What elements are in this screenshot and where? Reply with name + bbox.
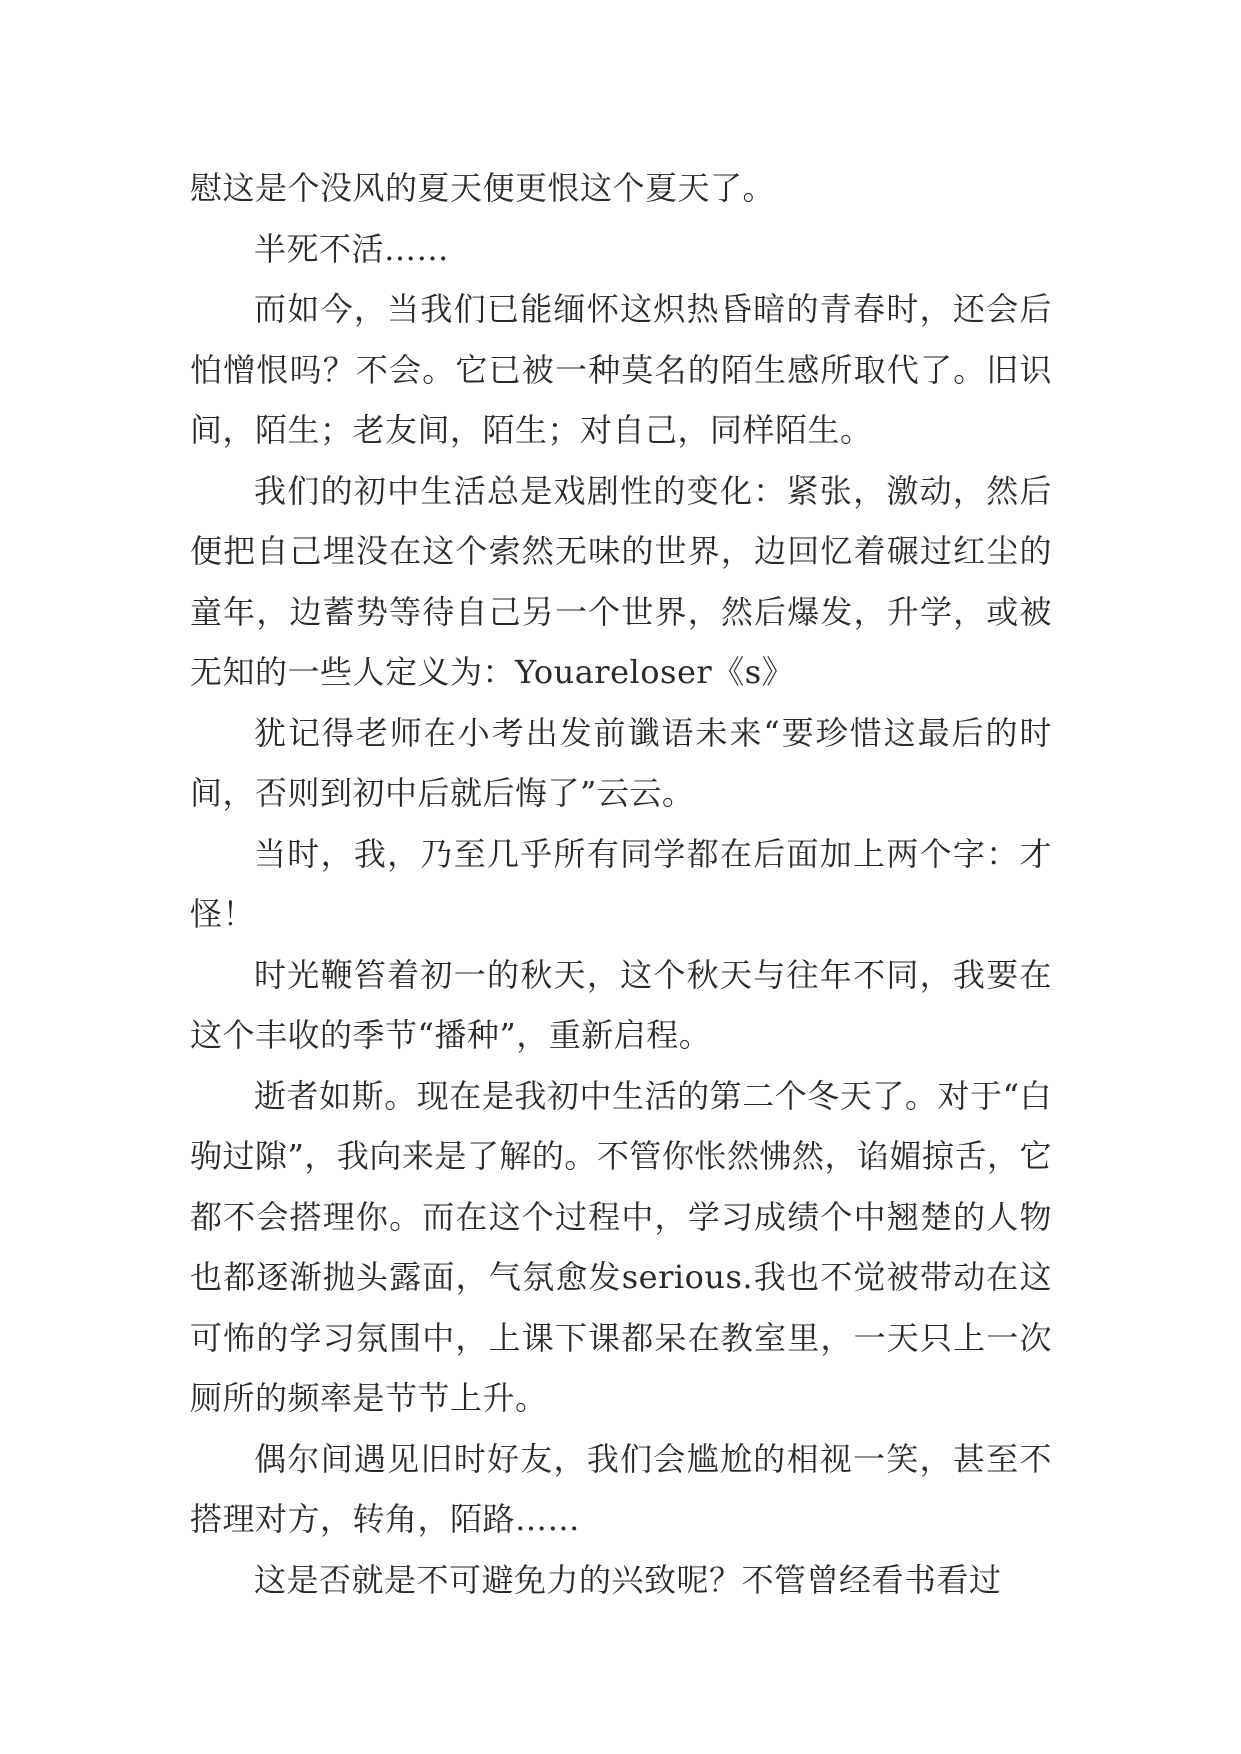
paragraph: 这是否就是不可避免力的兴致呢？不管曾经看书看过 <box>254 1560 1002 1599</box>
paragraph-continued: 慰这是个没风的夏天便更恨这个夏天了。 <box>190 169 776 207</box>
paragraph: 偶尔间遇见旧时好友，我们会尴尬的相视一笑，甚至不搭理对方，转角，陌路…… <box>190 1439 1052 1538</box>
paragraph: 我们的初中生活总是戏剧性的变化：紧张，激动，然后便把自己埋没在这个索然无味的世界，边回忆着碾过红尘的童年，边蓄势等待自己另一个世界，然后爆发，升学，或被无知的一些人定义为：Youareloser《s》 <box>190 471 1052 691</box>
paragraph: 而如今，当我们已能缅怀这炽热昏暗的青春时，还会后怕憎恨吗？不会。它已被一种莫名的陌生感所取代了。旧识间，陌生；老友间，陌生；对自己，同样陌生。 <box>190 290 1052 449</box>
paragraph: 当时，我，乃至几乎所有同学都在后面加上两个字：才怪！ <box>190 834 1052 933</box>
paragraph: 逝者如斯。现在是我初中生活的第二个冬天了。对于“白驹过隙”，我向来是了解的。不管你怅然怫然，谄媚掠舌，它都不会搭理你。而在这个过程中，学习成绩个中翘楚的人物也都逐渐抛头露面，气氛愈发serious.我也不觉被带动在这可怖的学习氛围中，上课下课都呆在教室里，一天只上一次厕所的频率是节节上升。 <box>190 1076 1052 1417</box>
paragraph: 半死不活…… <box>254 229 450 268</box>
paragraph: 时光鞭笞着初一的秋天，这个秋天与往年不同，我要在这个丰收的季节“播种”，重新启程。 <box>190 955 1052 1054</box>
paragraph: 犹记得老师在小考出发前谶语未来“要珍惜这最后的时间，否则到初中后就后悔了”云云。 <box>190 713 1052 812</box>
document-body <box>190 158 1052 1610</box>
